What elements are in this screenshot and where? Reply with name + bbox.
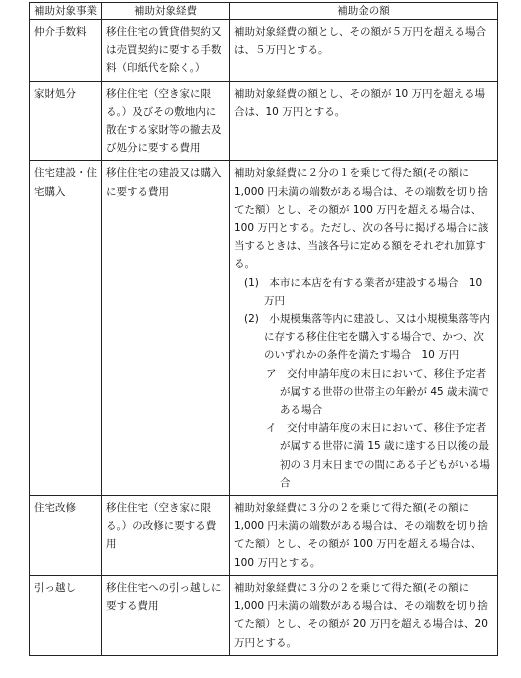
amount-cell: 補助対象経費に３分の２を乗じて得た額(その額に 1,000 円未満の端数がある場合は、その端数を切り捨てた額）とし、その額が 20 万円を超える場合は、20 万円とする。: [230, 575, 498, 655]
item-label: (1): [244, 276, 259, 289]
amount-cell: [230, 161, 498, 496]
amount-cell: 補助対象経費の額とし、その額が 10 万円を超える場合は、10 万円とする。: [230, 81, 498, 161]
business-cell: 家財処分: [30, 81, 102, 161]
expense-cell: 移住住宅（空き家に限る。）の改修に要する費用: [102, 496, 230, 576]
table-row: [30, 575, 498, 655]
subitem-label: イ: [266, 422, 277, 435]
expense-cell: 移住住宅（空き家に限る。）及びその敷地内に散在する家財等の撤去及び処分に要する費用: [102, 81, 230, 161]
amount-main-text: 補助対象経費に２分の１を乗じて得た額(その額に 1,000 円未満の端数がある場合は、その端数を切り捨てた額）とし、その額が 100 万円を超える場合は、100 万円とする。ただし、次の各号に掲げる場合に該当するときは、当該各号に定める額をそれぞれ加算する。: [234, 167, 489, 271]
table-row: [30, 161, 498, 496]
amount-subitem: [234, 419, 493, 492]
amount-item: [234, 310, 493, 365]
item-text: 本市に本店を有する業者が建設する場合 10 万円: [264, 276, 483, 307]
subitem-text: 交付申請年度の末日において、移住予定者が属する世帯に満 15 歳に達する日以後の最初の３月末日までの間にある子どもがいる場合: [280, 422, 490, 489]
amount-item: [234, 274, 493, 310]
subsidy-table: [29, 2, 498, 656]
item-label: (2): [244, 313, 259, 326]
table-row: [30, 81, 498, 161]
business-cell: 仲介手数料: [30, 20, 102, 82]
header-amount: 補助金の額: [230, 3, 498, 20]
item-text: 小規模集落等内に建設し、又は小規模集落等内に存する移住住宅を購入する場合で、かつ、次のいずれかの条件を満たす場合 10 万円: [264, 313, 490, 362]
business-cell: 引っ越し: [30, 575, 102, 655]
subitem-text: 交付申請年度の末日において、移住予定者が属する世帯の世帯主の年齢が 45 歳未満である場合: [280, 367, 490, 417]
header-expense: 補助対象経費: [102, 3, 230, 20]
business-cell: 住宅改修: [30, 496, 102, 576]
expense-cell: 移住住宅への引っ越しに要する費用: [102, 575, 230, 655]
header-business: 補助対象事業: [30, 3, 102, 20]
table-row: [30, 20, 498, 82]
amount-cell: 補助対象経費に３分の２を乗じて得た額(その額に 1,000 円未満の端数がある場合は、その端数を切り捨てた額）とし、その額が 100 万円を超える場合は、100 万円とする。: [230, 496, 498, 576]
table-row: [30, 496, 498, 576]
amount-subitem: [234, 365, 493, 420]
amount-cell: 補助対象経費の額とし、その額が５万円を超える場合は、５万円とする。: [230, 20, 498, 82]
business-cell: 住宅建設・住宅購入: [30, 161, 102, 496]
expense-cell: 移住住宅の賃貸借契約又は売買契約に要する手数料（印紙代を除く。）: [102, 20, 230, 82]
subitem-label: ア: [266, 367, 277, 380]
table-header-row: [30, 3, 498, 20]
expense-cell: 移住住宅の建設又は購入に要する費用: [102, 161, 230, 496]
